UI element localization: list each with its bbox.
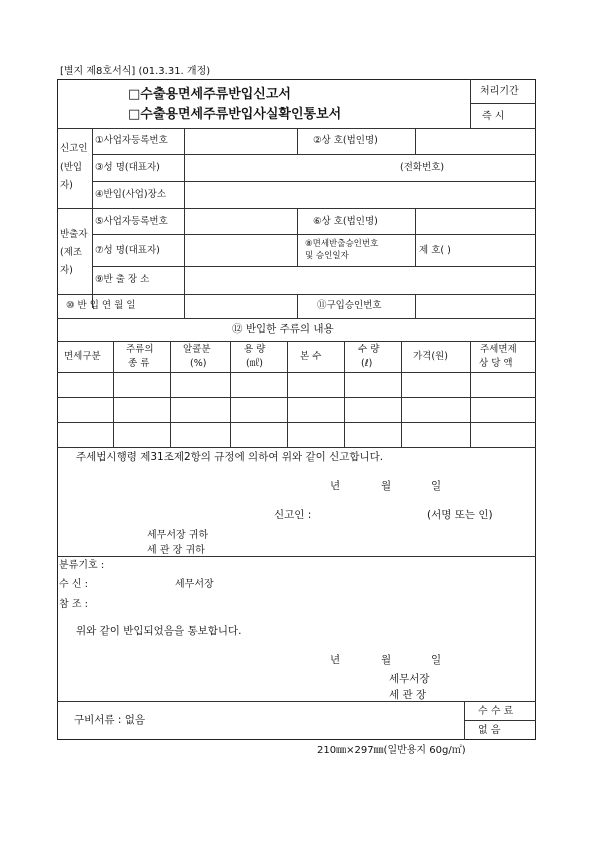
table-row[interactable] [58,398,535,421]
import-date-label: ⑩ 반 입 연 월 일 [66,300,136,311]
col-header-exemption-type: 면세구분 [64,351,101,362]
col-header-price: 가격(원) [413,351,448,362]
declaration-text: 주세법시행령 제31조제2항의 규정에 의하여 위와 같이 신고합니다. [76,451,384,463]
representative-name-label: ③성 명(대표자) [95,162,160,173]
recipient-value: 세무서장 [175,579,214,590]
exporter-group-label-3: 자) [60,265,73,276]
reference-label: 참 조 : [59,599,89,610]
col-header-liquor-type-2: 종 류 [128,358,150,369]
signature-or-seal-field[interactable]: (서명 또는 인) [427,509,493,521]
exporter-representative-label: ⑦성 명(대표자) [95,245,160,256]
import-date-field[interactable] [186,296,294,316]
notice-date-month: 월 [381,654,392,666]
reporter-signature-label: 신고인 : [274,509,312,521]
notice-message: 위와 같이 반입되었음을 통보합니다. [76,625,242,637]
declaration-date-day: 일 [431,480,442,492]
reporter-representative-field[interactable] [186,157,396,179]
declaration-date-year: 년 [330,480,341,492]
liquor-contents-heading: ⑫ 반입한 주류의 내용 [232,323,334,335]
exporter-biz-reg-number-field[interactable] [186,211,294,232]
addressee-customs: 세 관 장 귀하 [147,545,205,556]
notice-signer-customs: 세 관 장 [389,689,427,701]
exporter-biz-reg-number-label: ⑤사업자등록번호 [95,216,168,227]
company-name-label: ②상 호(법인명) [313,135,378,146]
form-title-report: □수출용면세주류반입신고서 [128,87,291,102]
exporter-group-label-1: 반출자 [60,229,88,240]
export-approval-label-1: ⑧면세반출승인번호 [305,239,379,249]
form-title-notice: □수출용면세주류반입사실확인통보서 [128,107,342,122]
form-number-note: [별지 제8호서식] (01.3.31. 개정) [60,66,211,77]
processing-period-value: 즉 시 [482,111,505,122]
col-header-liquor-type-1: 주류의 [126,344,154,355]
exporter-group-label-2: (제조 [60,247,83,258]
table-row[interactable] [58,373,535,396]
notice-date-day: 일 [431,654,442,666]
col-header-quantity-2: (ℓ) [361,358,373,369]
export-place-field[interactable] [186,269,533,291]
fee-label: 수 수 료 [478,706,514,717]
reporter-group-label-1: 신고인 [60,143,88,154]
purchase-approval-number-label: ⑪구입승인번호 [317,300,382,311]
export-place-label: ⑨반 출 장 소 [95,274,150,285]
notice-signer-tax-office: 세무서장 [389,673,430,685]
col-header-alcohol-2: (%) [190,358,207,369]
fee-value: 없 음 [478,725,501,736]
exporter-company-name-label: ⑥상 호(법인명) [313,216,378,227]
recipient-label: 수 신 : [59,579,89,590]
reporter-import-place-field[interactable] [186,184,533,206]
col-header-volume-1: 용 량 [244,344,266,355]
declaration-date-month: 월 [381,480,392,492]
col-header-bottle-count: 본 수 [300,351,322,362]
reporter-group-label-3: 자) [60,180,73,191]
export-approval-label-2: 및 승인일자 [305,251,349,261]
table-row[interactable] [58,423,535,446]
col-header-alcohol-1: 알콜분 [183,344,211,355]
purchase-approval-number-field[interactable] [417,296,533,316]
required-documents: 구비서류 : 없음 [74,714,146,726]
col-header-tax-exempt-2: 상 당 액 [479,358,513,369]
reporter-biz-reg-number-field[interactable] [186,130,294,152]
col-header-quantity-1: 수 량 [358,344,380,355]
col-header-tax-exempt-1: 주세면제 [480,344,517,355]
classification-code-label: 분류기호 : [59,560,105,571]
biz-reg-number-label: ①사업자등록번호 [95,135,168,146]
phone-number-label: (전화번호) [400,162,445,173]
export-approval-number-field[interactable]: 제 호( ) [419,245,451,256]
import-place-label: ④반입(사업)장소 [95,189,166,200]
addressee-tax-office: 세무서장 귀하 [147,530,209,541]
reporter-company-name-field[interactable] [417,130,533,152]
paper-spec: 210㎜×297㎜(일반용지 60g/㎡) [317,745,466,756]
exporter-representative-field[interactable] [186,237,294,264]
reporter-group-label-2: (반입 [60,162,83,173]
col-header-volume-2: (㎖) [246,358,263,369]
exporter-company-name-field[interactable] [417,211,533,232]
processing-period-label: 처리기간 [480,86,519,97]
notice-date-year: 년 [330,654,341,666]
